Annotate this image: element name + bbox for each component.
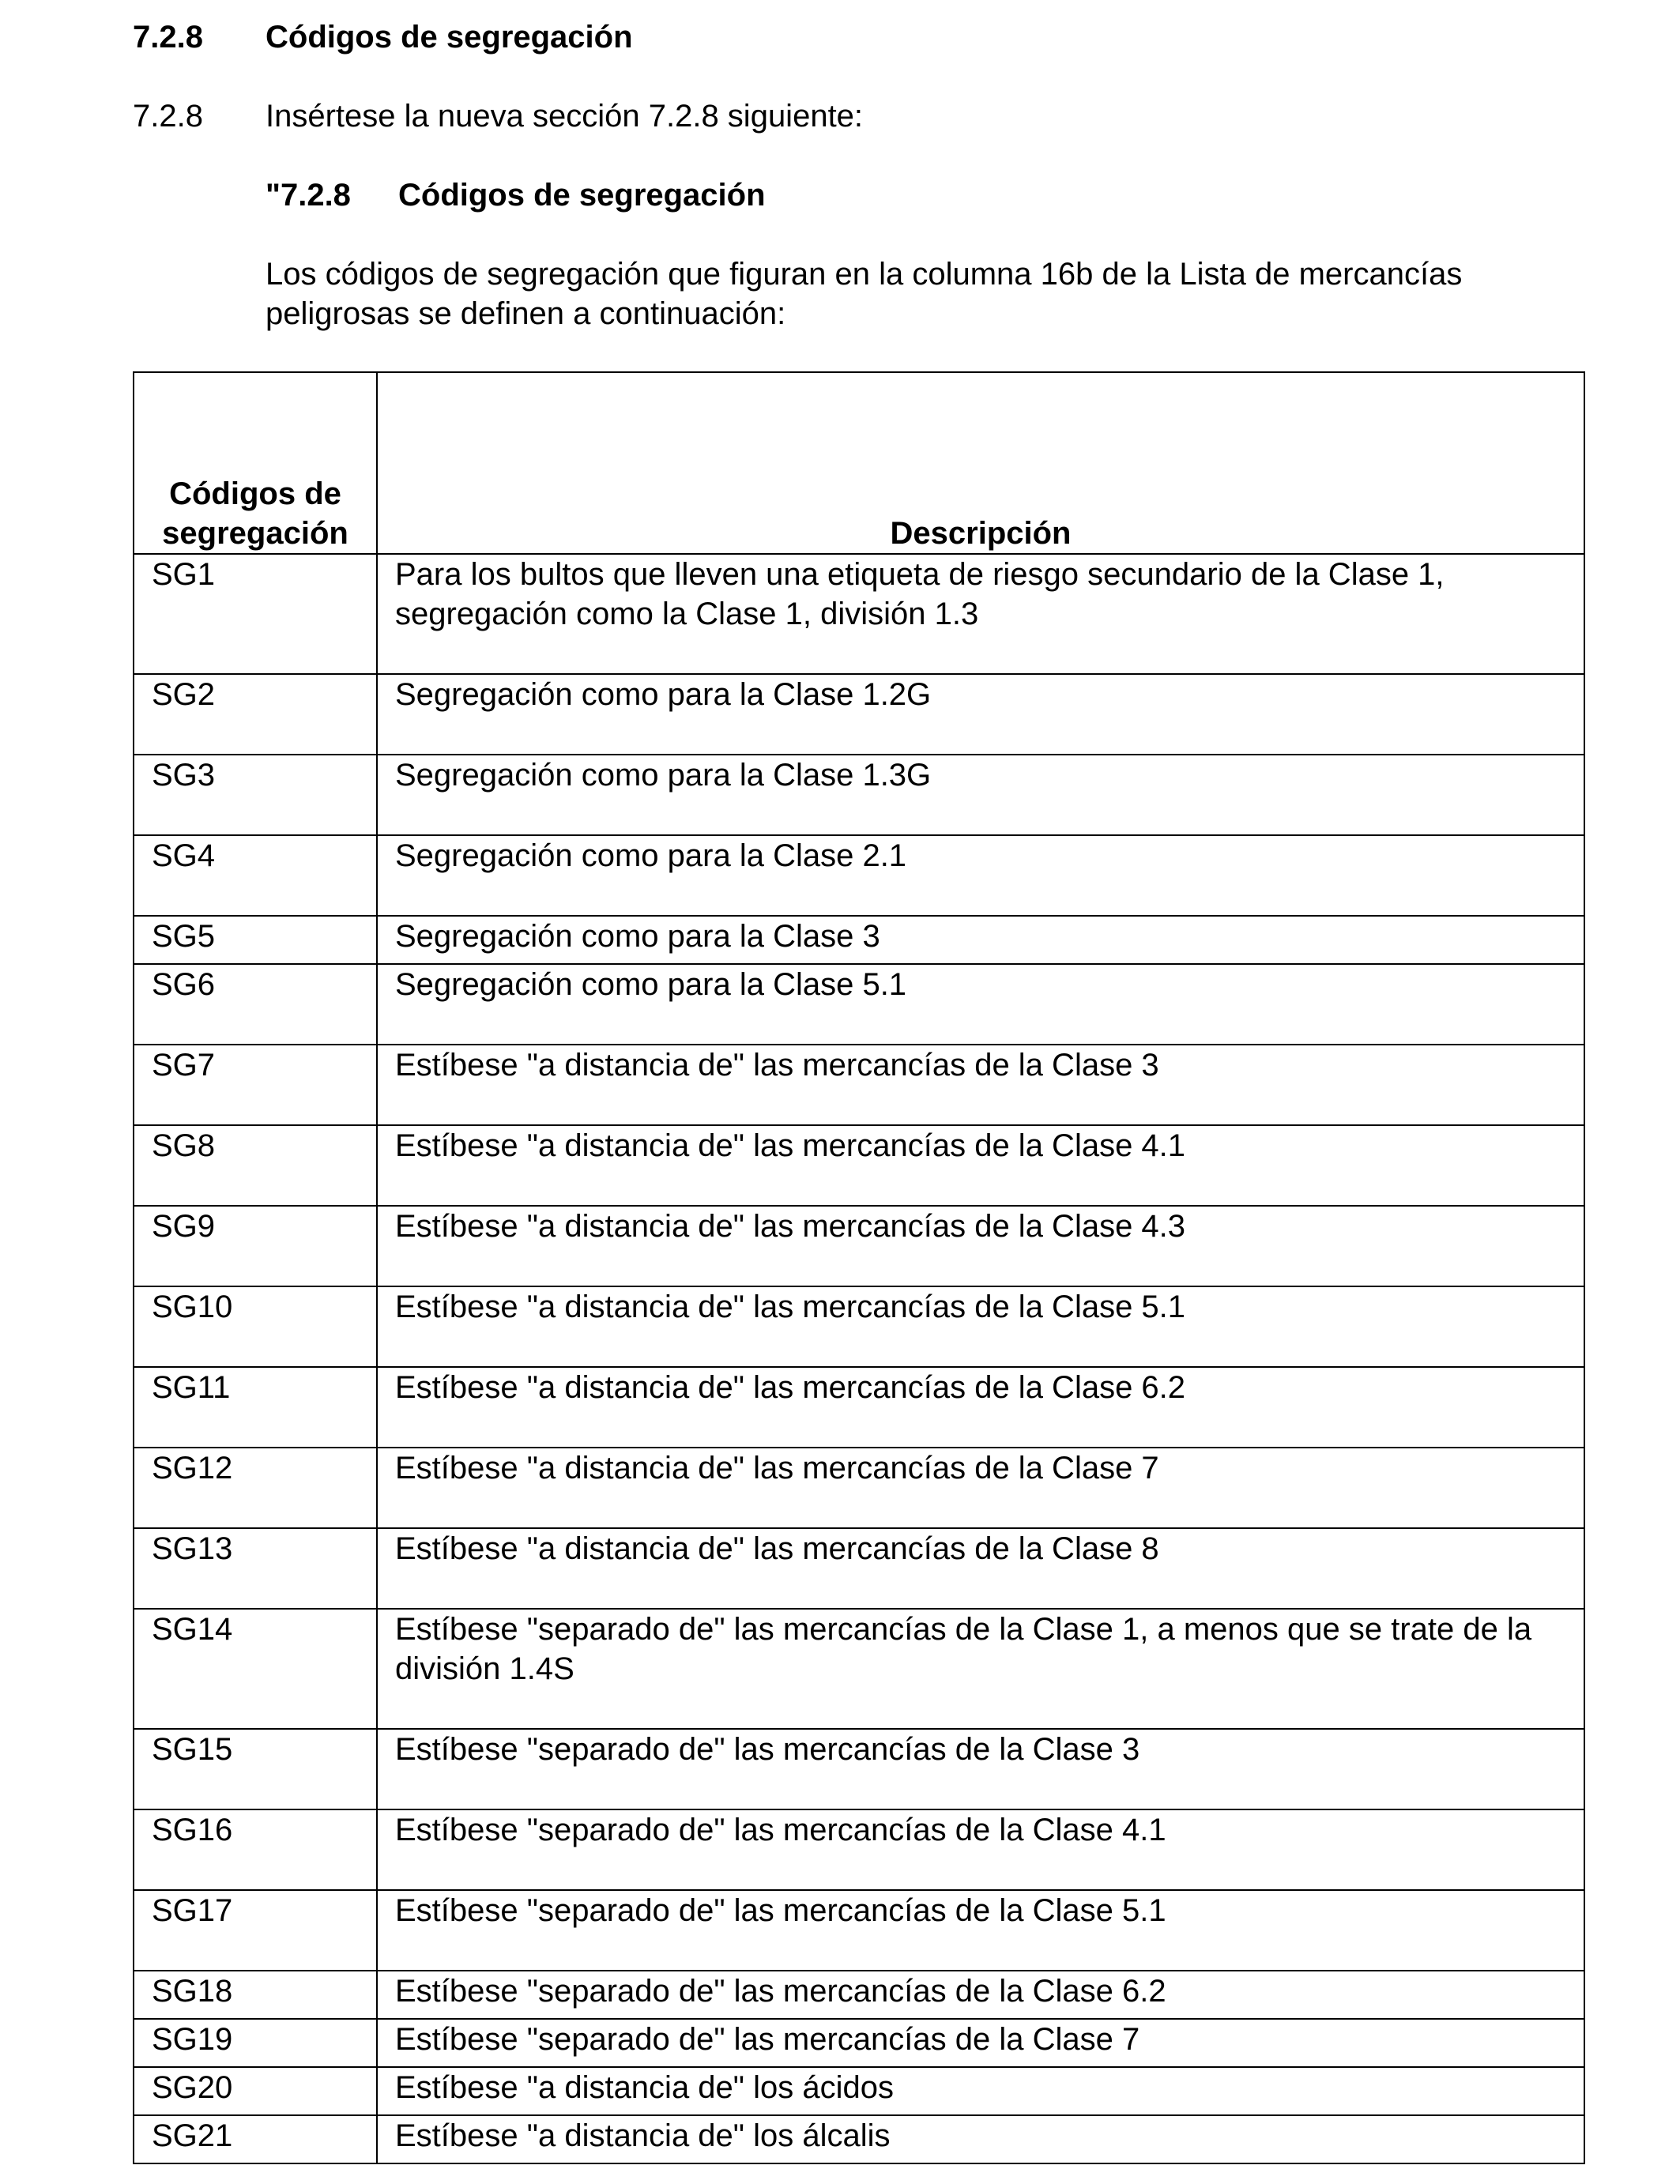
code-cell: SG11 — [134, 1367, 377, 1448]
table-row — [134, 554, 1584, 674]
code-cell: SG3 — [134, 755, 377, 835]
description-cell: Estíbese "separado de" las mercancías de la Clase 3 — [377, 1729, 1584, 1809]
description-cell: Segregación como para la Clase 3 — [377, 916, 1584, 964]
code-header-line-1: Códigos de — [169, 476, 341, 511]
table-row — [134, 2115, 1584, 2163]
code-cell: SG10 — [134, 1286, 377, 1367]
code-cell: SG8 — [134, 1125, 377, 1206]
code-cell: SG17 — [134, 1890, 377, 1971]
quoted-section-number: "7.2.8 — [266, 178, 351, 213]
code-cell: SG19 — [134, 2019, 377, 2067]
description-cell: Estíbese "a distancia de" las mercancías de la Clase 3 — [377, 1045, 1584, 1125]
instruction-text: Insértese la nueva sección 7.2.8 siguiente: — [266, 99, 864, 134]
code-cell: SG6 — [134, 964, 377, 1045]
code-cell: SG4 — [134, 835, 377, 916]
table-row — [134, 1045, 1584, 1125]
description-cell: Estíbese "a distancia de" las mercancías de la Clase 5.1 — [377, 1286, 1584, 1367]
code-cell: SG16 — [134, 1809, 377, 1890]
code-cell: SG1 — [134, 554, 377, 674]
table-row — [134, 835, 1584, 916]
intro-line-1: Los códigos de segregación que figuran en la columna 16b de la Lista de mercancías — [266, 257, 1463, 292]
description-cell: Estíbese "a distancia de" las mercancías de la Clase 8 — [377, 1528, 1584, 1609]
table-row — [134, 2019, 1584, 2067]
code-cell: SG20 — [134, 2067, 377, 2115]
table-row — [134, 1890, 1584, 1971]
description-cell: Estíbese "a distancia de" los ácidos — [377, 2067, 1584, 2115]
description-cell: Estíbese "a distancia de" las mercancías de la Clase 4.1 — [377, 1125, 1584, 1206]
description-cell: Estíbese "a distancia de" los álcalis — [377, 2115, 1584, 2163]
description-cell: Estíbese "a distancia de" las mercancías de la Clase 4.3 — [377, 1206, 1584, 1286]
code-cell: SG2 — [134, 674, 377, 755]
table-row — [134, 1206, 1584, 1286]
table-row — [134, 916, 1584, 964]
description-cell: Estíbese "separado de" las mercancías de la Clase 4.1 — [377, 1809, 1584, 1890]
table-header-row — [134, 372, 1584, 554]
description-cell: Segregación como para la Clase 1.2G — [377, 674, 1584, 755]
code-cell: SG18 — [134, 1971, 377, 2019]
description-cell: Segregación como para la Clase 2.1 — [377, 835, 1584, 916]
description-cell: Estíbese "separado de" las mercancías de la Clase 1, a menos que se trate de la división 1.4S — [377, 1609, 1584, 1729]
table-row — [134, 1286, 1584, 1367]
table-row — [134, 2067, 1584, 2115]
segregation-codes-table — [133, 371, 1585, 2164]
table-row — [134, 1528, 1584, 1609]
description-cell: Estíbese "separado de" las mercancías de la Clase 6.2 — [377, 1971, 1584, 2019]
table-row — [134, 1971, 1584, 2019]
table-row — [134, 674, 1584, 755]
intro-line-2: peligrosas se definen a continuación: — [266, 296, 786, 331]
table-row — [134, 1609, 1584, 1729]
table-row — [134, 1809, 1584, 1890]
quoted-section-title: Códigos de segregación — [398, 178, 766, 213]
code-cell: SG15 — [134, 1729, 377, 1809]
code-column-header — [134, 372, 377, 554]
code-cell: SG7 — [134, 1045, 377, 1125]
table-row — [134, 1448, 1584, 1528]
table-row — [134, 1125, 1584, 1206]
table-row — [134, 964, 1584, 1045]
section-number: 7.2.8 — [133, 20, 203, 55]
description-cell: Estíbese "separado de" las mercancías de la Clase 7 — [377, 2019, 1584, 2067]
code-cell: SG5 — [134, 916, 377, 964]
description-cell: Estíbese "a distancia de" las mercancías de la Clase 6.2 — [377, 1367, 1584, 1448]
code-header-line-2: segregación — [162, 516, 348, 551]
table-row — [134, 1367, 1584, 1448]
description-column-header: Descripción — [377, 372, 1584, 554]
table-row — [134, 1729, 1584, 1809]
code-cell: SG21 — [134, 2115, 377, 2163]
section-title: Códigos de segregación — [266, 20, 633, 55]
code-cell: SG13 — [134, 1528, 377, 1609]
code-cell: SG14 — [134, 1609, 377, 1729]
description-cell: Segregación como para la Clase 5.1 — [377, 964, 1584, 1045]
description-cell: Estíbese "separado de" las mercancías de la Clase 5.1 — [377, 1890, 1584, 1971]
code-cell: SG9 — [134, 1206, 377, 1286]
instruction-number: 7.2.8 — [133, 99, 203, 134]
code-cell: SG12 — [134, 1448, 377, 1528]
description-cell: Para los bultos que lleven una etiqueta de riesgo secundario de la Clase 1, segregación como la Clase 1, división 1.3 — [377, 554, 1584, 674]
table-row — [134, 755, 1584, 835]
description-cell: Segregación como para la Clase 1.3G — [377, 755, 1584, 835]
description-cell: Estíbese "a distancia de" las mercancías de la Clase 7 — [377, 1448, 1584, 1528]
